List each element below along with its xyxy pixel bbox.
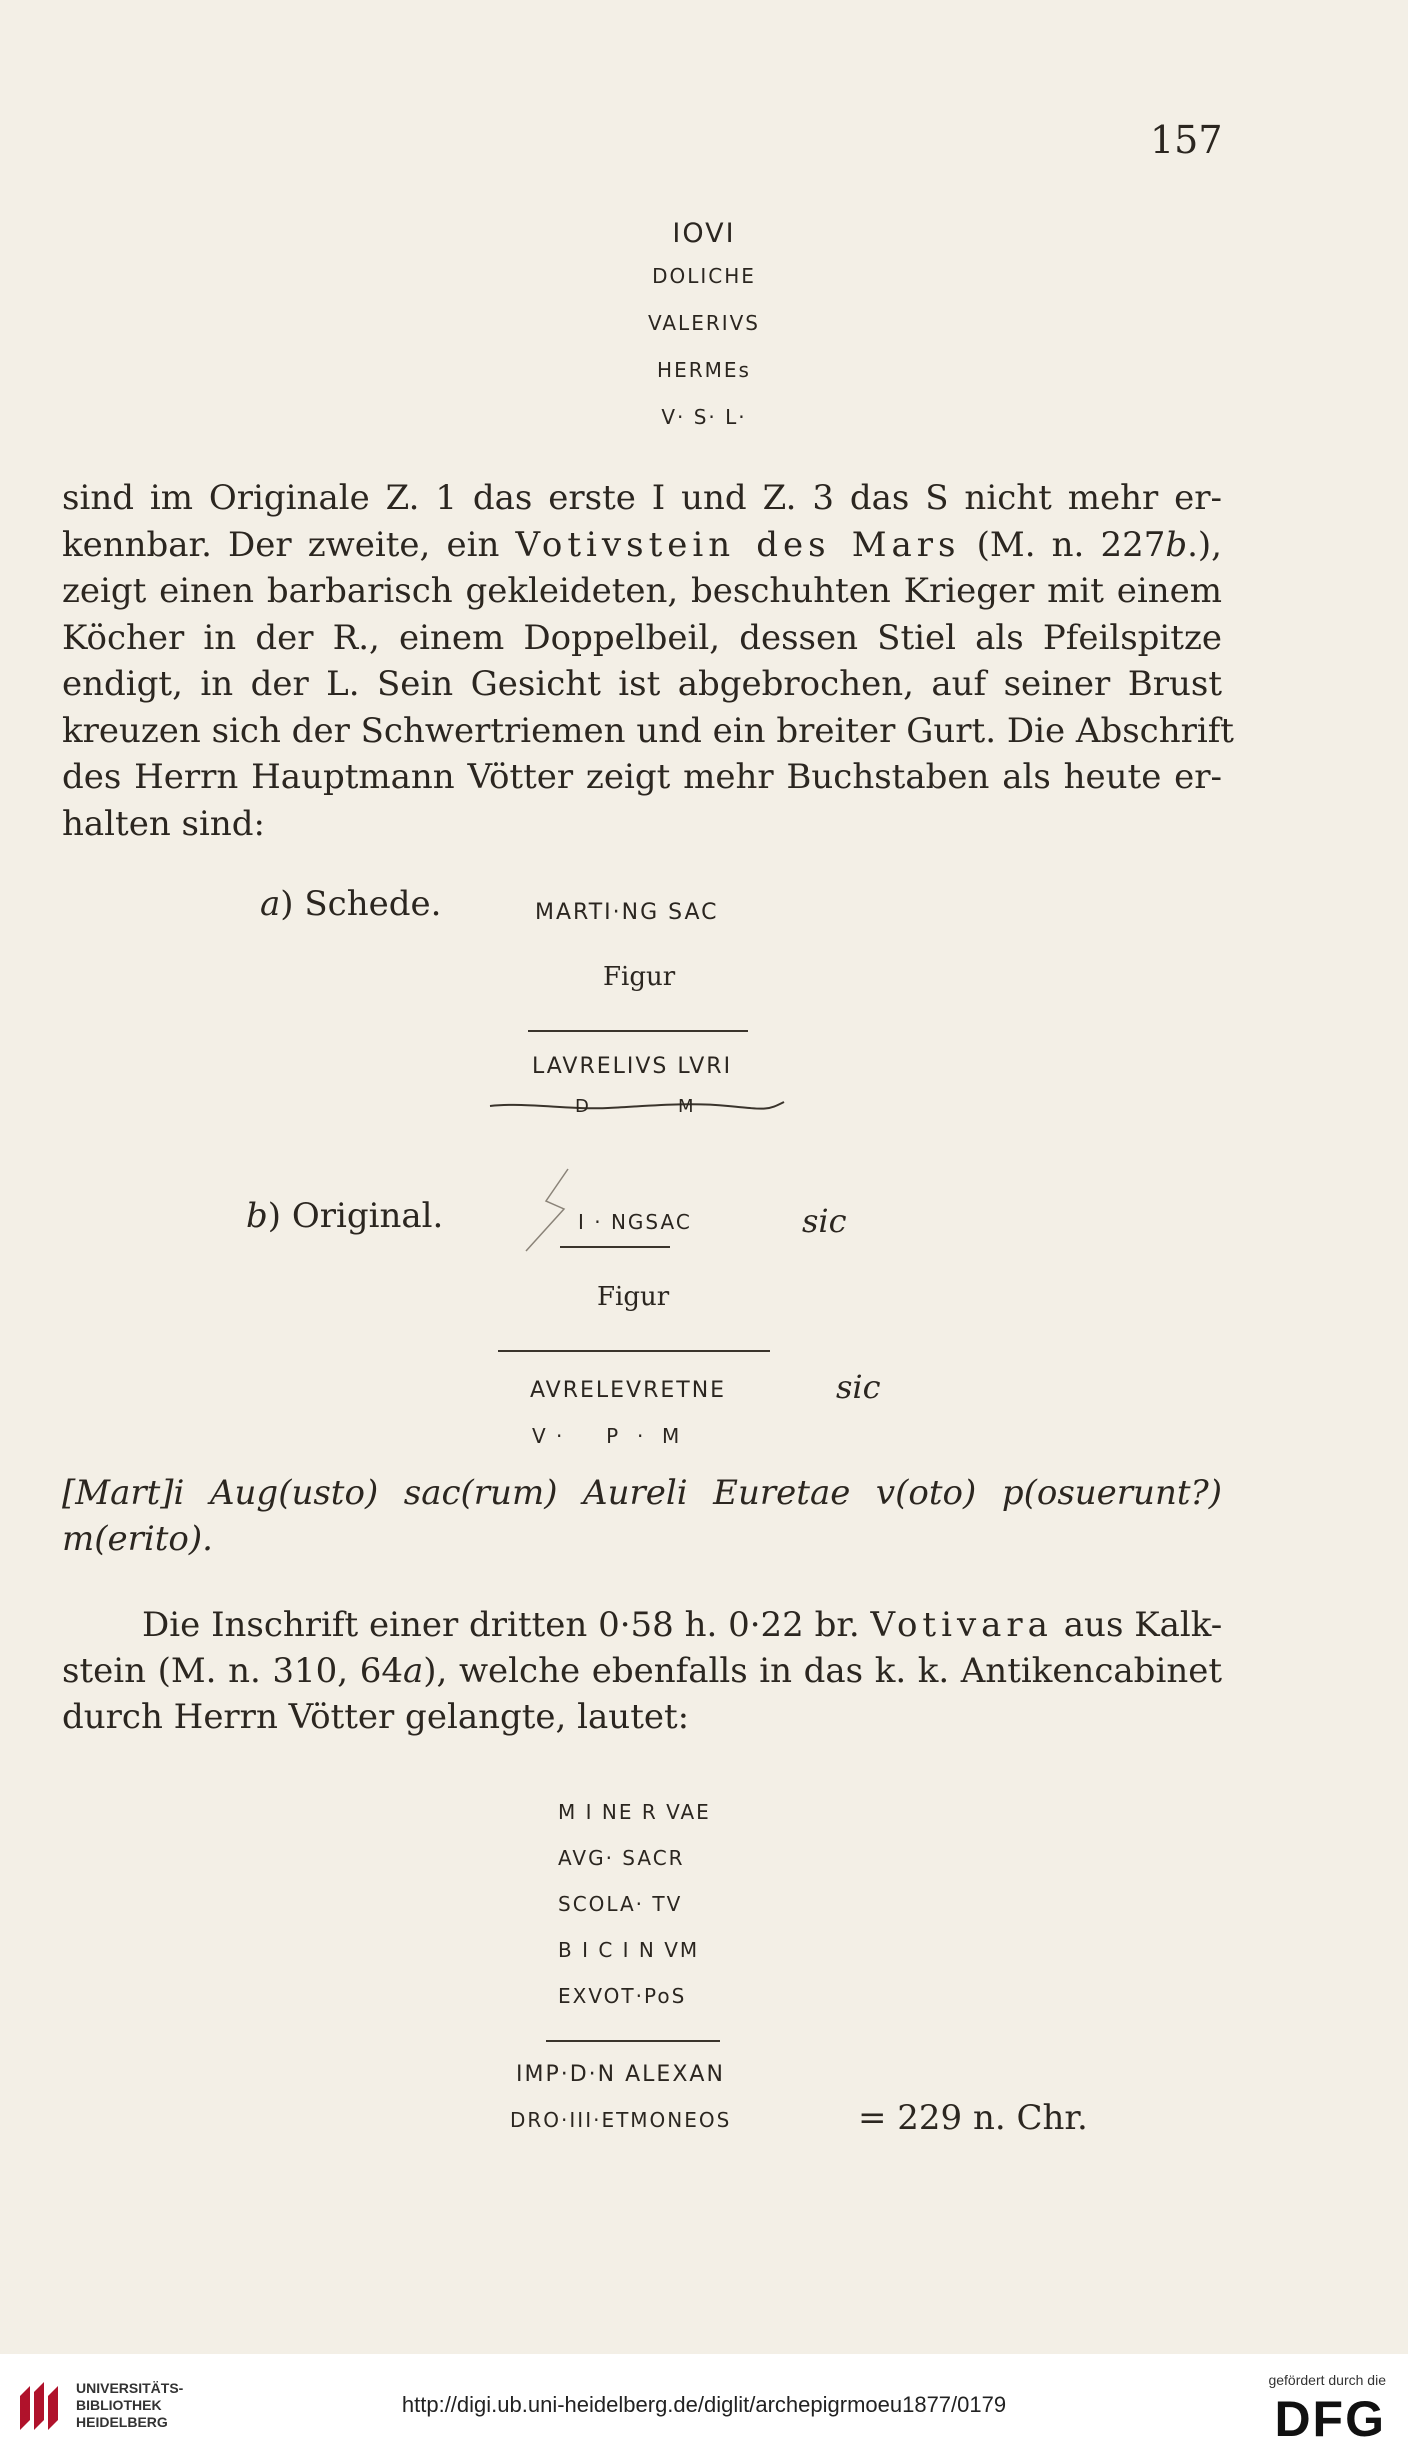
original-line-1: I · NGSAC — [578, 1210, 692, 1234]
inscription2-line-4: B I C I N VM — [558, 1938, 700, 1962]
reading-text — [62, 1470, 1222, 1562]
page-number: 157 — [1150, 118, 1223, 162]
inscription2-line-1: M I NE R VAE — [558, 1800, 711, 1824]
paragraph-2-line: stein (M. n. 310, 64a), welche ebenfalls in das k. k. Antikencabinet — [62, 1651, 1222, 1691]
paragraph-1-line: des Herrn Hauptmann Vötter zeigt mehr Buchstaben als heute er- — [62, 757, 1222, 797]
date-note: = 229 n. Chr. — [858, 2098, 1088, 2138]
paragraph-1-line: sind im Originale Z. 1 das erste I und Z. 3 das S nicht mehr er- — [62, 478, 1222, 518]
paragraph-1 — [62, 475, 1234, 847]
paragraph-2-line: Die Inschrift einer dritten 0·58 h. 0·22 br. Votivara aus Kalk- — [142, 1605, 1223, 1645]
schede-label: a) Schede. — [260, 884, 442, 924]
inscription2-line-6: IMP·D·N ALEXAN — [516, 2062, 725, 2087]
paragraph-1-line: endigt, in der L. Sein Gesicht ist abgebrochen, auf seiner Brust — [62, 664, 1222, 704]
footer-banner — [0, 2354, 1408, 2454]
schede-line-1: MARTI·NG SAC — [535, 900, 719, 925]
paragraph-1-line: Köcher in der R., einem Doppelbeil, dessen Stiel als Pfeilspitze — [62, 617, 1222, 658]
sic-note-2: sic — [836, 1368, 881, 1406]
schede-line-3-m: M — [678, 1096, 696, 1117]
spaced-emphasis: Votivara — [870, 1605, 1053, 1645]
spaced-emphasis: Votivstein des Mars — [515, 524, 961, 565]
inscription1-line-1: IOVI — [672, 218, 736, 249]
dfg-logo: DFG — [1274, 2391, 1386, 2447]
paragraph-1-line: kennbar. Der zweite, ein Votivstein des Mars (M. n. 227b.), — [62, 524, 1222, 565]
original-figur: Figur — [597, 1282, 670, 1312]
paragraph-1-line: kreuzen sich der Schwertriemen und ein breiter Gurt. Die Abschrift — [62, 710, 1234, 751]
schede-figur: Figur — [603, 962, 676, 992]
inscription2-line-2: AVG· SACR — [558, 1846, 685, 1870]
paragraph-1-line: halten sind: — [62, 803, 265, 844]
funding-note: gefördert durch die — [1268, 2372, 1386, 2388]
source-url-link[interactable]: http://digi.ub.uni-heidelberg.de/diglit/archepigrmoeu1877/0179 — [401, 2392, 1007, 2417]
divider — [528, 1030, 748, 1032]
sic-note-1: sic — [802, 1202, 847, 1240]
schede-line-2: LAVRELIVS LVRI — [532, 1054, 733, 1079]
library-name: UNIVERSITÄTS- BIBLIOTHEK HEIDELBERG — [76, 2380, 184, 2430]
divider — [546, 2040, 720, 2042]
inscription2-line-7: DRO·III·ETMONEOS — [510, 2108, 732, 2132]
paragraph-1-line: zeigt einen barbarisch gekleideten, beschuhten Krieger mit einem — [62, 571, 1222, 611]
inscription1-line-3: VALERIVS — [647, 311, 761, 335]
schede-line-3-d: D — [575, 1096, 591, 1117]
inscription2-line-5: EXVOT·PoS — [558, 1984, 687, 2008]
divider — [560, 1246, 670, 1248]
inscription1-line-4: HERMEs — [657, 358, 751, 382]
schede-wave-line — [488, 1090, 788, 1120]
divider — [498, 1350, 770, 1352]
paragraph-2 — [62, 1602, 1222, 1740]
paragraph-2-line: durch Herrn Vötter gelangte, lautet: — [62, 1697, 690, 1737]
original-label: b) Original. — [246, 1196, 444, 1236]
reading-line-2: m(erito). — [62, 1519, 213, 1559]
inscription1-line-2: DOLICHE — [652, 264, 756, 288]
original-line-2: AVRELEVRETNE — [530, 1378, 727, 1403]
inscription1-line-5: V· S· L· — [661, 405, 747, 429]
reading-line-1: [Mart]i Aug(usto) sac(rum) Aureli Euretae v(oto) p(osuerunt?) — [62, 1473, 1222, 1513]
inscription2-line-3: SCOLA· TV — [558, 1892, 683, 1916]
original-line-3: V · P · M — [532, 1424, 682, 1448]
